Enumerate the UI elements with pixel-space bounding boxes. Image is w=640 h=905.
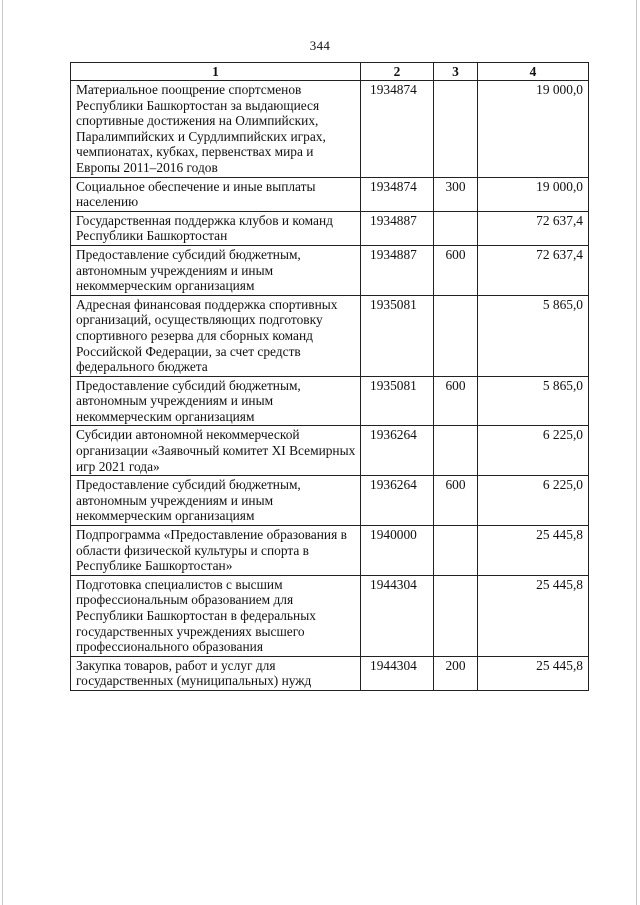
row-name: Материальное поощрение спортсменов Республики Башкортостан за выдающиеся спортивные достижения на Олимпийских, Паралимпийских и Сурдлимпийских играх, чемпионатах, кубках, первенствах мира и Европы 2011–2016 годов: [71, 81, 361, 178]
row-code: 1934874: [361, 177, 434, 211]
row-code: 1935081: [361, 295, 434, 376]
table-row: [71, 81, 589, 178]
table-row: [71, 656, 589, 690]
row-name: Предоставление субсидий бюджетным, автономным учреждениям и иным некоммерческим организациям: [71, 376, 361, 426]
row-type: [434, 426, 478, 476]
row-name: Закупка товаров, работ и услуг для государственных (муниципальных) нужд: [71, 656, 361, 690]
column-header-4: 4: [478, 63, 589, 81]
row-amount: 19 000,0: [478, 177, 589, 211]
table-row: [71, 211, 589, 245]
row-code: 1940000: [361, 526, 434, 576]
row-amount: 19 000,0: [478, 81, 589, 178]
row-amount: 72 637,4: [478, 211, 589, 245]
row-code: 1944304: [361, 656, 434, 690]
row-name: Предоставление субсидий бюджетным, автономным учреждениям и иным некоммерческим организациям: [71, 476, 361, 526]
row-type: [434, 295, 478, 376]
row-amount: 5 865,0: [478, 376, 589, 426]
table-row: [71, 575, 589, 656]
row-type: 600: [434, 476, 478, 526]
row-amount: 6 225,0: [478, 476, 589, 526]
column-header-1: 1: [71, 63, 361, 81]
row-code: 1936264: [361, 476, 434, 526]
table-row: [71, 295, 589, 376]
row-name: Предоставление субсидий бюджетным, автономным учреждениям и иным некоммерческим организациям: [71, 245, 361, 295]
row-type: [434, 211, 478, 245]
table-row: [71, 426, 589, 476]
row-name: Социальное обеспечение и иные выплаты населению: [71, 177, 361, 211]
row-amount: 72 637,4: [478, 245, 589, 295]
row-code: 1936264: [361, 426, 434, 476]
header-row: [71, 63, 589, 81]
row-type: 600: [434, 376, 478, 426]
table-header: [71, 63, 589, 81]
row-code: 1934874: [361, 81, 434, 178]
row-type: 300: [434, 177, 478, 211]
row-code: 1935081: [361, 376, 434, 426]
column-header-3: 3: [434, 63, 478, 81]
row-amount: 5 865,0: [478, 295, 589, 376]
row-amount: 25 445,8: [478, 575, 589, 656]
row-amount: 25 445,8: [478, 656, 589, 690]
table-row: [71, 245, 589, 295]
table-row: [71, 526, 589, 576]
page-left-edge: [2, 0, 3, 905]
row-name: Субсидии автономной некоммерческой организации «Заявочный комитет XI Всемирных игр 2021 года»: [71, 426, 361, 476]
row-type: [434, 575, 478, 656]
table-row: [71, 177, 589, 211]
row-name: Государственная поддержка клубов и команд Республики Башкортостан: [71, 211, 361, 245]
row-amount: 6 225,0: [478, 426, 589, 476]
row-name: Подготовка специалистов с высшим профессиональным образованием для Республики Башкортостан в федеральных государственных учреждениях высшего профессионального образования: [71, 575, 361, 656]
row-type: [434, 526, 478, 576]
page-right-edge: [636, 0, 637, 905]
row-code: 1934887: [361, 211, 434, 245]
row-code: 1944304: [361, 575, 434, 656]
table-row: [71, 376, 589, 426]
row-name: Подпрограмма «Предоставление образования в области физической культуры и спорта в Республике Башкортостан»: [71, 526, 361, 576]
row-type: 200: [434, 656, 478, 690]
table-body: [71, 81, 589, 691]
row-amount: 25 445,8: [478, 526, 589, 576]
budget-table: [70, 62, 589, 691]
column-header-2: 2: [361, 63, 434, 81]
page-number: 344: [309, 38, 331, 53]
row-type: [434, 81, 478, 178]
row-code: 1934887: [361, 245, 434, 295]
row-type: 600: [434, 245, 478, 295]
row-name: Адресная финансовая поддержка спортивных организаций, осуществляющих подготовку спортивного резерва для сборных команд Российской Федерации, за счет средств федерального бюджета: [71, 295, 361, 376]
table-row: [71, 476, 589, 526]
